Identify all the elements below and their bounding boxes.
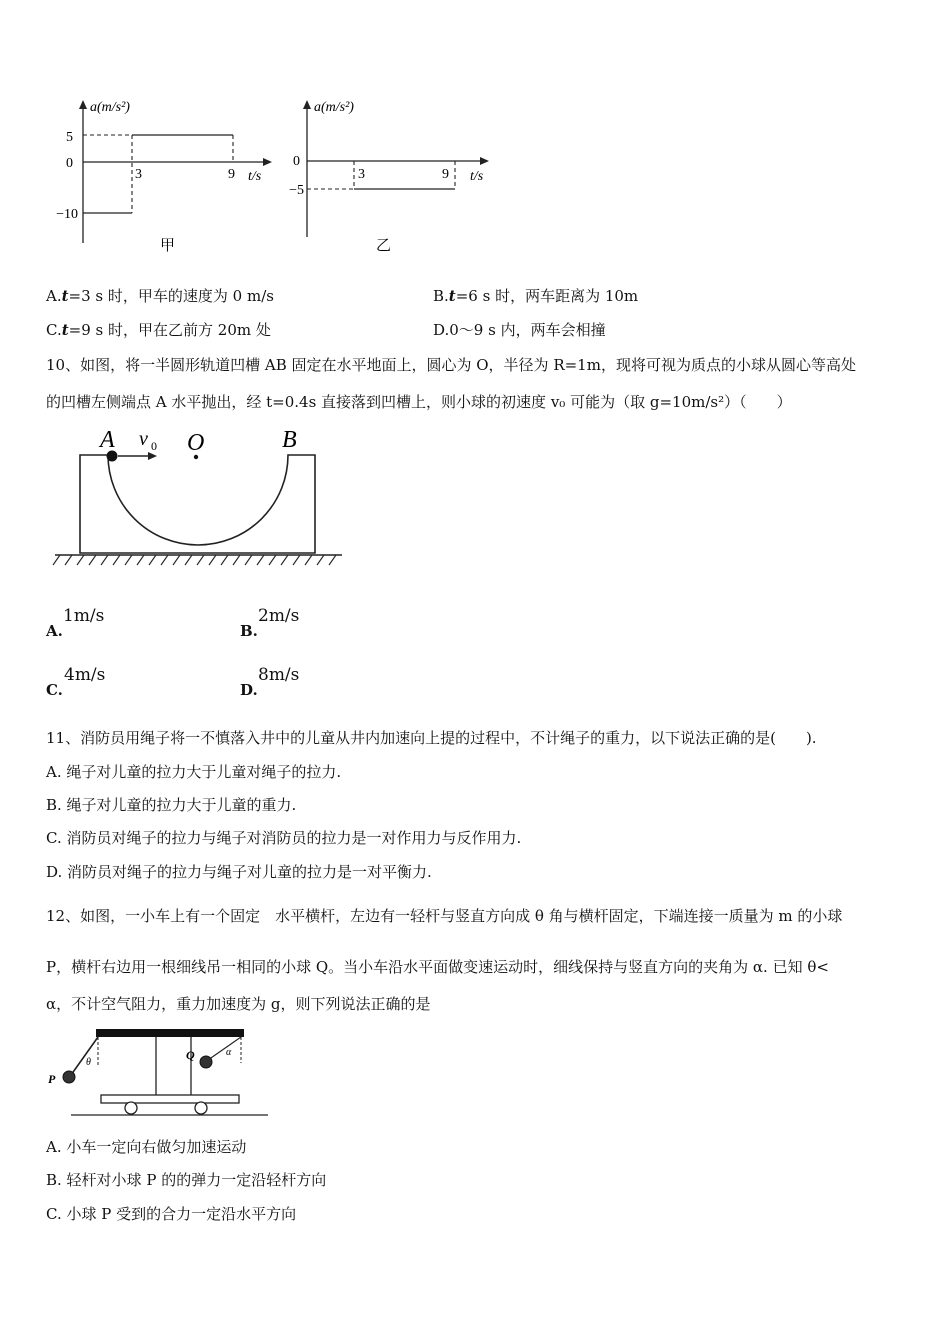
q11-option-c[interactable]: C. 消防员对绳子的拉力与绳子对消防员的拉力是一对作用力与反作用力.: [46, 829, 522, 847]
label-o: O: [187, 430, 205, 456]
q10-option-a[interactable]: [46, 606, 206, 640]
graph-jia-x-tick: 3: [135, 167, 142, 182]
graph-yi-x-label: t/s: [470, 169, 484, 184]
q10-option-c[interactable]: [46, 665, 206, 699]
option-value: 1m/s: [63, 606, 105, 626]
label-a: A: [100, 427, 115, 453]
q10-option-d[interactable]: [240, 665, 400, 699]
graph-yi-y-tick: 0: [293, 154, 300, 169]
q9-option-a[interactable]: [46, 285, 274, 306]
q11-option-d[interactable]: D. 消防员对绳子的拉力与绳子对儿童的拉力是一对平衡力.: [46, 863, 432, 881]
q12-stem-line1: 12、如图，一小车上有一个固定 水平横杆，左边有一轻杆与竖直方向成 θ 角与横杆固定，下端连接一质量为 m 的小球: [46, 907, 843, 925]
q12-option-b[interactable]: B. 轻杆对小球 P 的的弹力一定沿轻杆方向: [46, 1171, 327, 1189]
q12-stem-line3: α，不计空气阻力，重力加速度为 g，则下列说法正确的是: [46, 995, 431, 1013]
label-p: P: [48, 1072, 56, 1086]
q12-option-a[interactable]: A. 小车一定向右做匀加速运动: [46, 1138, 247, 1156]
q10-figure: [50, 425, 350, 570]
graph-jia-y-tick: 0: [66, 156, 73, 171]
q12-option-c[interactable]: C. 小球 P 受到的合力一定沿水平方向: [46, 1205, 297, 1223]
q10-option-b[interactable]: [240, 606, 400, 640]
label-theta: θ: [86, 1057, 91, 1068]
q10-stem-line2: 的凹槽左侧端点 A 水平抛出，经 t=0.4s 直接落到凹槽上，则小球的初速度 v₀ 可能为（取 g=10m/s²）（ ）: [46, 393, 792, 411]
graph-jia-y-tick: −10: [56, 207, 78, 222]
option-value: 4m/s: [64, 665, 106, 685]
graph-yi-x-tick: 9: [442, 167, 449, 182]
graph-jia: [40, 95, 280, 260]
option-text: =6 s 时，两车距离为 10m: [455, 287, 639, 305]
label-v: v: [139, 428, 148, 450]
graph-yi-caption: 乙: [376, 238, 392, 254]
option-letter: C.: [46, 321, 62, 339]
graph-yi-y-tick: −5: [289, 183, 304, 198]
option-var: t: [61, 321, 69, 339]
graph-jia-y-tick: 5: [66, 130, 73, 145]
label-q: Q: [186, 1048, 195, 1062]
graph-jia-y-label: a(m/s²): [90, 100, 130, 115]
graph-jia-caption: 甲: [160, 238, 176, 254]
option-letter: B.: [240, 622, 258, 640]
option-letter: A.: [46, 622, 63, 640]
graph-yi: [272, 95, 512, 260]
label-v-sub: 0: [151, 439, 157, 453]
graph-yi-x-tick: 3: [358, 167, 365, 182]
graph-jia-x-tick: 9: [228, 167, 235, 182]
option-var: t: [61, 287, 69, 305]
option-letter: D.: [433, 321, 450, 339]
label-b: B: [282, 427, 297, 453]
option-value: 8m/s: [258, 665, 300, 685]
q12-stem-line2: P，横杆右边用一根细线吊一相同的小球 Q。当小车沿水平面做变速运动时，细线保持与竖直方向的夹角为 α. 已知 θ<: [46, 958, 829, 976]
option-letter: B.: [433, 287, 449, 305]
label-alpha: α: [226, 1047, 232, 1058]
q9-option-d[interactable]: [433, 319, 606, 340]
option-letter: C.: [46, 681, 63, 699]
option-text: =3 s 时，甲车的速度为 0 m/s: [68, 287, 274, 305]
q11-option-a[interactable]: A. 绳子对儿童的拉力大于儿童对绳子的拉力.: [46, 763, 342, 781]
option-letter: D.: [240, 681, 258, 699]
q9-option-b[interactable]: [433, 285, 638, 306]
option-letter: A.: [46, 287, 62, 305]
option-var: t: [448, 287, 456, 305]
q10-stem-line1: 10、如图，将一半圆形轨道凹槽 AB 固定在水平地面上，圆心为 O，半径为 R=1m，现将可视为质点的小球从圆心等高处: [46, 356, 856, 374]
graph-yi-y-label: a(m/s²): [314, 100, 354, 115]
q9-option-c[interactable]: [46, 319, 271, 340]
option-text: =9 s 时，甲在乙前方 20m 处: [68, 321, 271, 339]
option-value: 2m/s: [258, 606, 300, 626]
q12-figure: [46, 1025, 271, 1120]
option-text: 0～9 s 内，两车会相撞: [449, 321, 606, 339]
q11-stem: 11、消防员用绳子将一不慎落入井中的儿童从井内加速向上提的过程中，不计绳子的重力，以下说法正确的是( ).: [46, 729, 817, 747]
q11-option-b[interactable]: B. 绳子对儿童的拉力大于儿童的重力.: [46, 796, 297, 814]
graph-jia-x-label: t/s: [248, 169, 262, 184]
